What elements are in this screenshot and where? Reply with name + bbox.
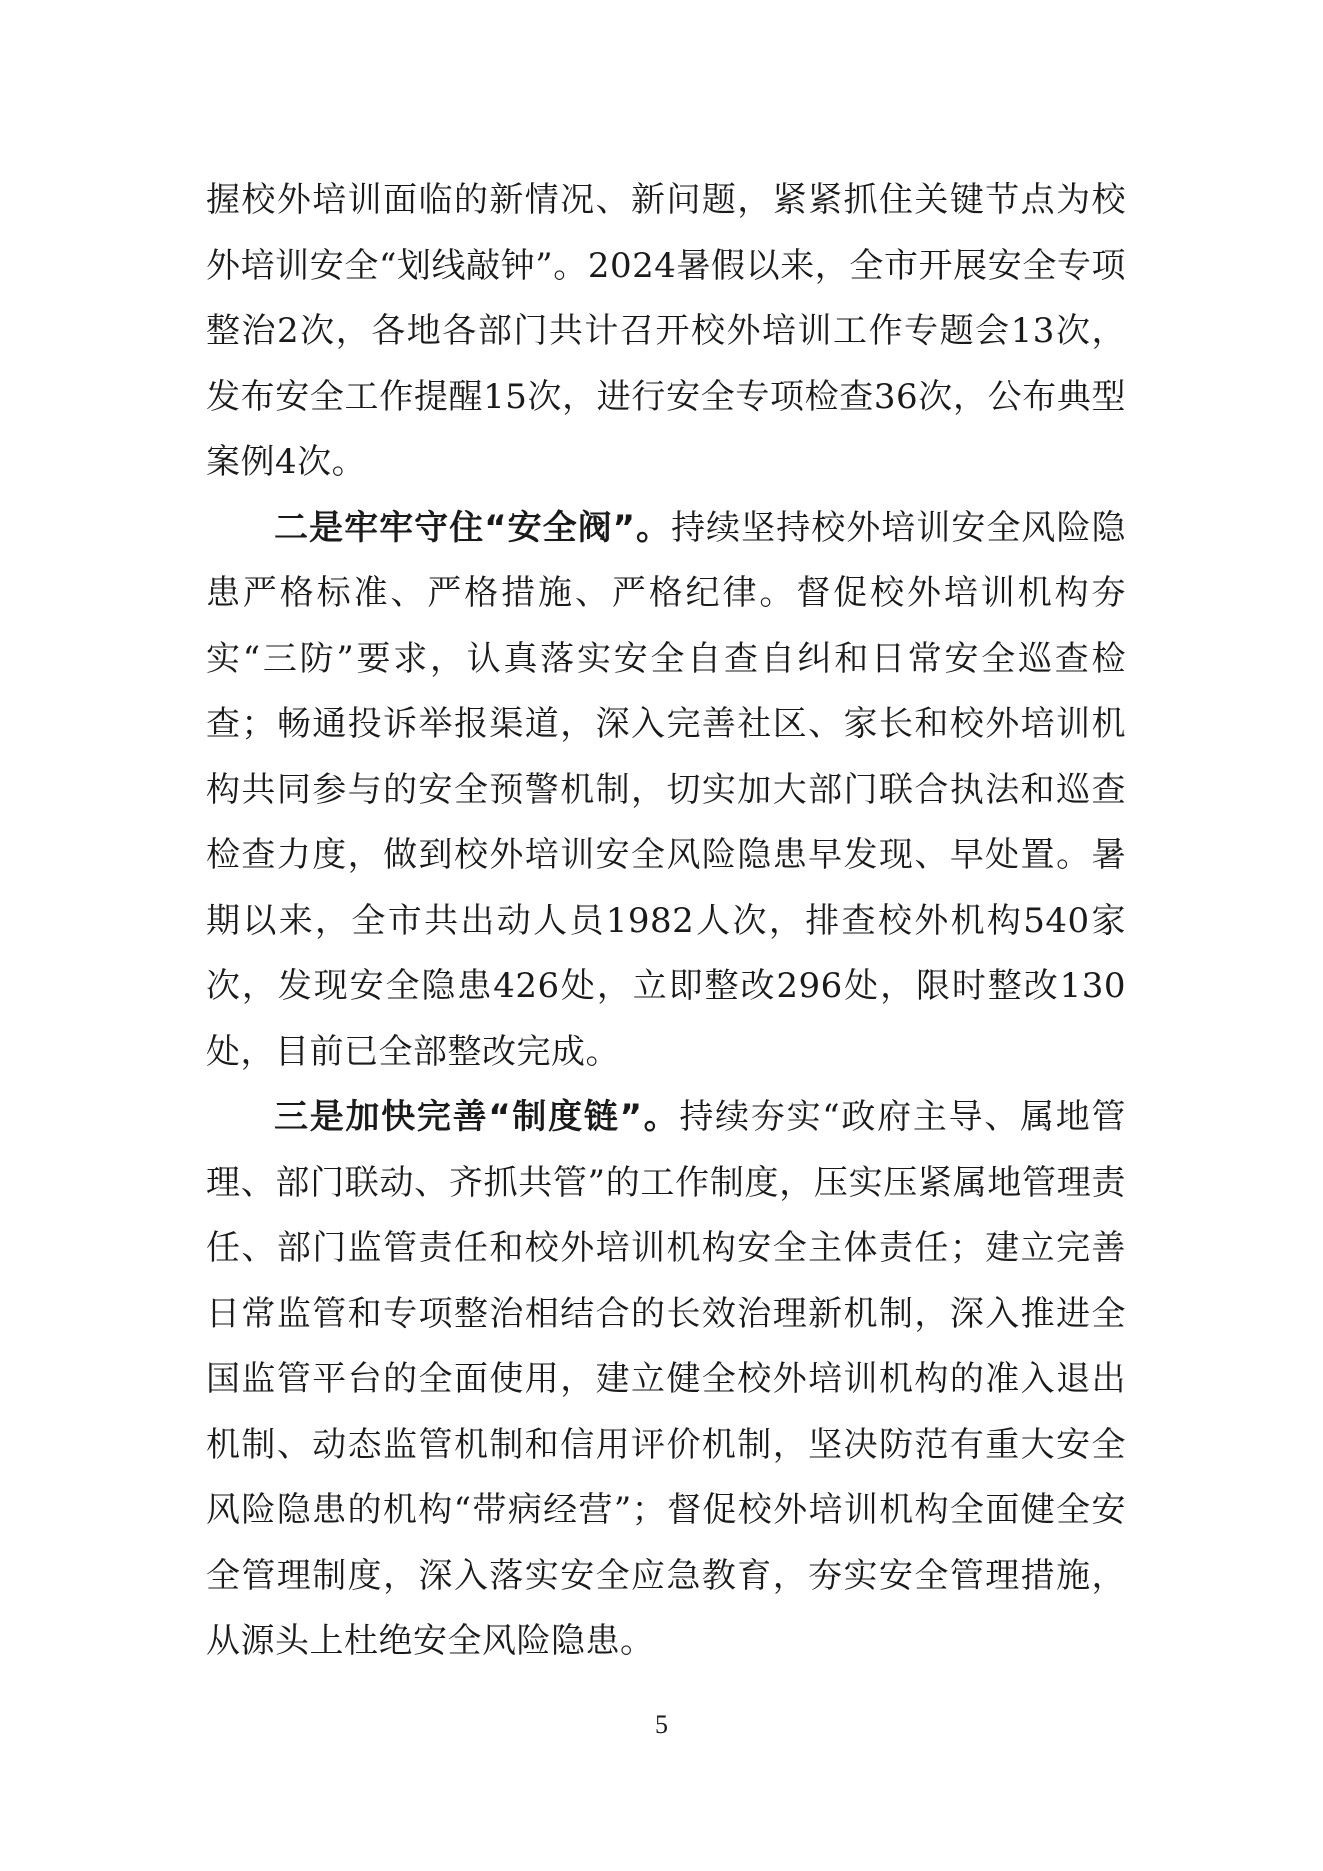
paragraph-system-chain (206, 1085, 1126, 1675)
document-body (206, 168, 1126, 1675)
paragraph-safety-valve (206, 496, 1126, 1086)
paragraph-heading: 三是加快完善“制度链”。 (274, 1097, 680, 1137)
paragraph-text: 握校外培训面临的新情况、新问题，紧紧抓住关键节点为校外培训安全“划线敲钟”。2024暑假以来，全市开展安全专项整治2次，各地各部门共计召开校外培训工作专题会13次，发布安全工作提醒15次，进行安全专项检查36次，公布典型案例4次。 (206, 180, 1126, 482)
page-number: 5 (655, 1710, 668, 1739)
paragraph-heading: 二是牢牢守住“安全阀”。 (274, 507, 672, 548)
paragraph-continuation (206, 168, 1126, 496)
paragraph-text: 持续坚持校外培训安全风险隐患严格标准、严格措施、严格纪律。督促校外培训机构夯实“三防”要求，认真落实安全自查自纠和日常安全巡查检查；畅通投诉举报渠道，深入完善社区、家长和校外培训机构共同参与的安全预警机制，切实加大部门联合执法和巡查检查力度，做到校外培训安全风险隐患早发现、早处置。暑期以来，全市共出动人员1982人次，排查校外机构540家次，发现安全隐患426处，立即整改296处，限时整改130处，目前已全部整改完成。 (206, 507, 1126, 1072)
paragraph-text: 持续夯实“政府主导、属地管理、部门联动、齐抓共管”的工作制度，压实压紧属地管理责任、部门监管责任和校外培训机构安全主体责任；建立完善日常监管和专项整治相结合的长效治理新机制，深入推进全国监管平台的全面使用，建立健全校外培训机构的准入退出机制、动态监管机制和信用评价机制，坚决防范有重大安全风险隐患的机构“带病经营”；督促校外培训机构全面健全安全管理制度，深入落实安全应急教育，夯实安全管理措施，从源头上杜绝安全风险隐患。 (206, 1097, 1126, 1661)
